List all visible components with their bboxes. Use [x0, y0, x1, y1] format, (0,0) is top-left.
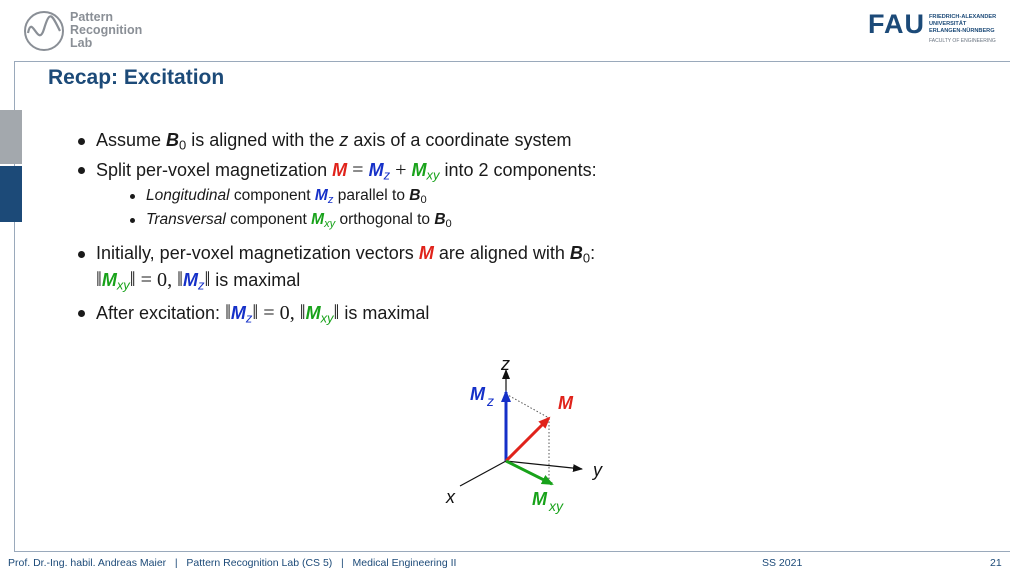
sub-bullet-1: Longitudinal component $M_z$ parallel to $B_0$: [146, 187, 427, 207]
m-label: M: [558, 393, 573, 413]
header-divider: [14, 61, 1010, 62]
side-marker-grey: [0, 110, 22, 164]
x-axis: [460, 461, 506, 486]
page-number: 21: [990, 557, 1002, 569]
svg-text:FAU: FAU: [868, 9, 925, 39]
bullet-dot: [78, 310, 85, 317]
y-axis-label: y: [593, 460, 602, 480]
bullet-4: After excitation: $‖M_z‖ = 0$, $‖M_{xy}‖$ is maximal: [96, 302, 430, 326]
svg-text:ERLANGEN-NÜRNBERG: ERLANGEN-NÜRNBERG: [929, 28, 995, 34]
magnetization-vector-diagram: [430, 348, 630, 518]
mxy-subscript: xy: [549, 498, 563, 514]
sub-bullet-dot: [130, 194, 135, 199]
side-marker-blue: [0, 166, 22, 222]
slide-title: Recap: Excitation: [48, 66, 225, 89]
bullet-1: Assume $B_0$ is aligned with the z axis of a coordinate system: [96, 130, 572, 153]
bullet-3-formula: $‖M_{xy}‖ = 0$, $‖M_z‖$ is maximal: [96, 269, 301, 293]
bullet-dot: [78, 167, 85, 174]
x-axis-label: x: [446, 487, 455, 507]
mxy-label: M: [532, 489, 547, 509]
bullet-2: Split per-voxel magnetization $M = M_z + M_{xy}$ into 2 components:: [96, 159, 597, 183]
sub-bullet-dot: [130, 218, 135, 223]
footer-divider: [14, 551, 1010, 552]
footer-semester: SS 2021: [762, 557, 803, 569]
mz-label: M: [470, 384, 485, 404]
sub-bullet-2: Transversal component $M_{xy}$ orthogonal to $B_0$: [146, 211, 452, 231]
mz-subscript: z: [487, 393, 494, 409]
mxy-vector: [506, 461, 552, 484]
bullet-3: Initially, per-voxel magnetization vectors M are aligned with $B_0$:: [96, 243, 596, 266]
fau-logo: [868, 9, 1008, 47]
m-vector: [506, 418, 549, 461]
svg-text:UNIVERSITÄT: UNIVERSITÄT: [929, 21, 967, 27]
svg-text:FACULTY OF ENGINEERING: FACULTY OF ENGINEERING: [929, 38, 996, 44]
lab-logo-text: Pattern Recognition Lab: [70, 10, 143, 50]
bullet-dot: [78, 251, 85, 258]
svg-text:FRIEDRICH-ALEXANDER: FRIEDRICH-ALEXANDER: [929, 14, 997, 20]
z-axis-label: z: [501, 354, 510, 374]
projection-line: [506, 394, 549, 418]
footer-author-course: Prof. Dr.-Ing. habil. Andreas Maier | Pattern Recognition Lab (CS 5) | Medical Engineering II: [8, 557, 457, 569]
bullet-dot: [78, 138, 85, 145]
